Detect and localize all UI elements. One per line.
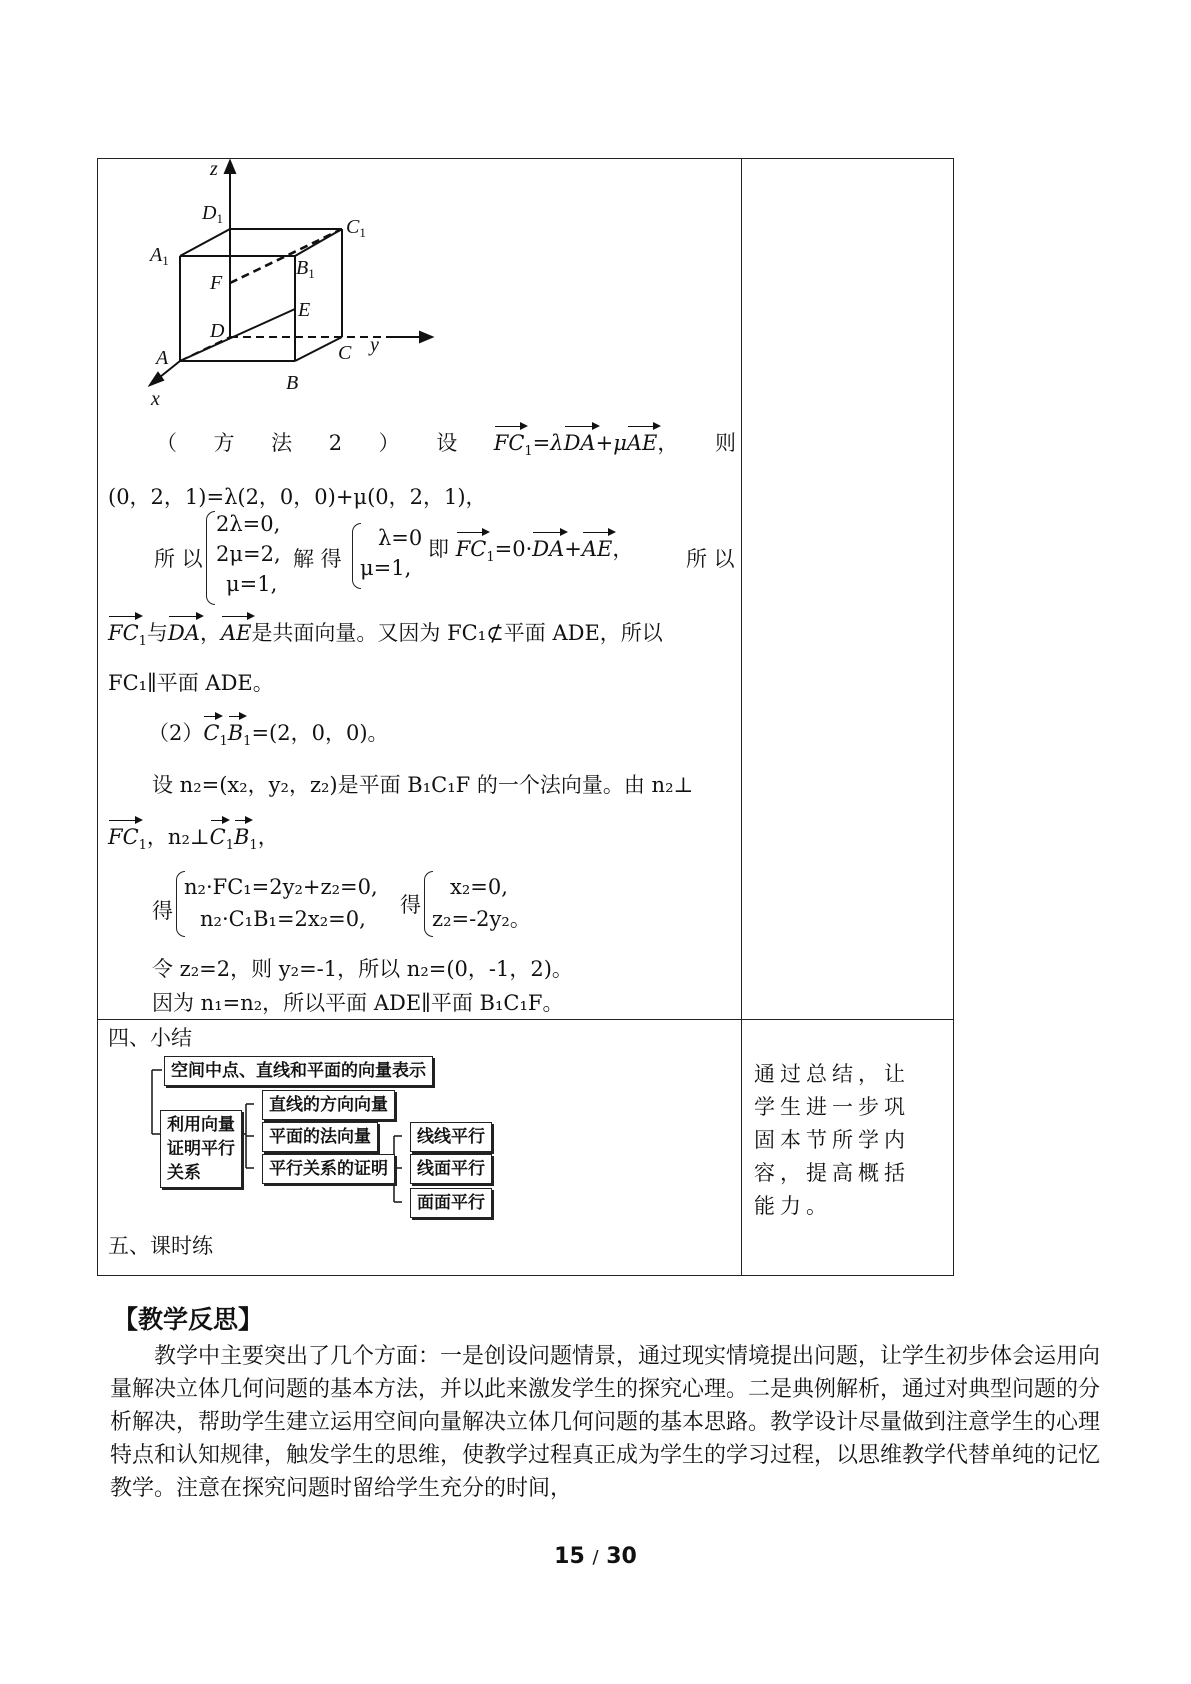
system4-eq1: x₂=0, <box>450 875 508 899</box>
summary-cell <box>98 1020 742 1276</box>
system3-eq2: n₂·C₁B₁=2x₂=0, <box>200 907 366 931</box>
page-separator: / <box>592 1547 599 1568</box>
y-axis-arrow <box>420 332 432 342</box>
method2-word-5: 设 <box>436 431 458 455</box>
system1-eq1: 2λ=0, <box>216 512 281 536</box>
map-line-line-box: 线线平行 <box>410 1122 492 1152</box>
map-left-line2: 证明平行 <box>167 1139 235 1159</box>
system1-eq2: 2μ=2, <box>216 542 281 566</box>
map-normal-vector-box: 平面的法向量 <box>262 1122 378 1152</box>
system2-eq1: λ=0 <box>378 526 423 550</box>
cube-figure <box>148 159 468 411</box>
part2-line1: $(2)C_1B_1=(2$，0，0)。 <box>148 721 389 750</box>
part2-de: 得 <box>152 899 173 923</box>
method2-vector-eq: $FC_1=\lambda DA+\mu AE$， <box>493 431 679 460</box>
method2-eq-tail: =0· <box>494 537 533 561</box>
method2-line4-tail: 是共面向量。又因为 FC₁⊄平面 ADE，所以 <box>251 621 663 645</box>
label-a1: $A_1$ <box>150 244 169 268</box>
label-e: E <box>298 299 311 321</box>
label-b: B <box>286 372 299 394</box>
note-cell <box>742 1020 954 1276</box>
part2-line3: $FC_1$，$n_2\perp C_1B_1$， <box>108 825 279 854</box>
label-f: F <box>210 272 223 294</box>
method2-word-2: 法 <box>271 431 293 455</box>
system2 <box>360 523 422 583</box>
reflection-body: 教学中主要突出了几个方面：一是创设问题情景，通过现实情境提出问题，让学生初步体会运用向量解决立体几何问题的基本方法，并以此来激发学生的探究心理。二是典例解析，通过对典型问题的分析解决，帮助学生建立运用空间向量解决立体几何问题的基本思路。教学设计尽量做到注意学生的心理特点和认知规律，触发学生的思维，使教学过程真正成为学生的学习过程，以思维教学代替单纯的记忆教学。注意在探究问题时留给学生充分的时间， <box>110 1344 1101 1501</box>
system1-brace <box>206 511 215 605</box>
edge-bc <box>295 337 342 361</box>
x-axis-arrow <box>150 373 163 385</box>
section5-title: 五、课时练 <box>108 1234 213 1258</box>
method2-so: 所 以 <box>154 547 203 571</box>
system3-eq1: n₂·FC₁=2y₂+z₂=0, <box>184 875 378 899</box>
method2-so2: 所 以 <box>686 547 735 571</box>
map-left-line3: 关系 <box>167 1163 201 1183</box>
summary-note: 通过总结，让学生进一步巩固本节所学内容，提高概括能力。 <box>754 1062 910 1218</box>
system4-eq2: z₂=-2y₂。 <box>432 907 531 931</box>
lesson-table <box>97 158 954 1276</box>
method2-ji: 即 <box>428 537 449 561</box>
label-c1: $C_1$ <box>346 216 366 240</box>
edge-b1c1 <box>295 229 342 256</box>
part2-line3-mid: ，n₂⊥ <box>146 825 210 849</box>
system2-eq2: μ=1, <box>360 556 412 580</box>
method2-line5: FC₁∥平面 ADE。 <box>108 671 274 695</box>
map-direction-vector-box: 直线的方向向量 <box>262 1090 395 1120</box>
method2-word-4: ） <box>378 431 400 455</box>
method2-word-3: 2 <box>328 431 343 455</box>
part2-head: （2） <box>148 721 204 745</box>
part2-let: 令 z₂=2，则 y₂=-1，所以 n₂=(0，-1，2)。 <box>152 957 573 981</box>
axis-y-label: y <box>370 334 379 356</box>
right-empty-cell <box>742 159 954 1020</box>
part2-line2: 设 n₂=(x₂，y₂，z₂)是平面 B₁C₁F 的一个法向量。由 n₂⊥ <box>152 773 694 797</box>
segment-ae <box>180 309 295 361</box>
label-d1: $D_1$ <box>202 202 223 226</box>
label-b1: $B_1$ <box>296 257 315 281</box>
method2-line2: (0，2，1)=λ(2，0，0)+μ(0，2，1)， <box>108 485 487 509</box>
map-line-plane-box: 线面平行 <box>410 1154 492 1184</box>
method2-line4: $FC_1$与DA，AE是共面向量。又因为 FC₁⊄平面 ADE，所以 <box>108 621 663 650</box>
system1 <box>216 509 281 599</box>
part2-line1-tail: =(2，0，0)。 <box>251 721 389 745</box>
part2-de2: 得 <box>400 893 421 917</box>
map-left-box <box>160 1110 242 1188</box>
edge-a1d1 <box>180 229 230 256</box>
system4 <box>432 871 531 935</box>
page-number <box>0 1544 1191 1569</box>
method2-word-0: （ <box>156 431 177 455</box>
method2-word-1: 方 <box>213 431 235 455</box>
part2-because: 因为 n₁=n₂，所以平面 ADE∥平面 B₁C₁F。 <box>152 991 564 1015</box>
z-axis-arrow <box>225 161 235 173</box>
map-plane-plane-box: 面面平行 <box>410 1188 492 1218</box>
label-d: D <box>210 320 225 342</box>
summary-title: 四、小结 <box>108 1026 192 1050</box>
system1-eq3: μ=1, <box>226 572 278 596</box>
label-a: A <box>156 347 169 369</box>
page-total: 30 <box>606 1544 637 1569</box>
map-left-line1: 利用向量 <box>167 1115 235 1135</box>
solution-cell <box>98 159 742 1020</box>
page-current: 15 <box>554 1544 585 1569</box>
method2-then: 则 <box>714 431 736 455</box>
label-c: C <box>338 342 352 364</box>
map-root-box: 空间中点、直线和平面的向量表示 <box>164 1056 433 1086</box>
reflection-heading: 【教学反思】 <box>113 1305 264 1334</box>
method2-conclusion: 即 $FC_1=0\cdot DA+AE$， <box>428 537 634 566</box>
method2-line1 <box>156 429 736 460</box>
axis-z-label: z <box>210 159 218 180</box>
map-parallel-proof-box: 平行关系的证明 <box>262 1154 395 1184</box>
method2-line4-mid: 与 <box>146 621 168 645</box>
system3 <box>184 871 378 935</box>
method2-solve: 解 得 <box>293 547 342 571</box>
axis-x-label: x <box>151 388 160 410</box>
